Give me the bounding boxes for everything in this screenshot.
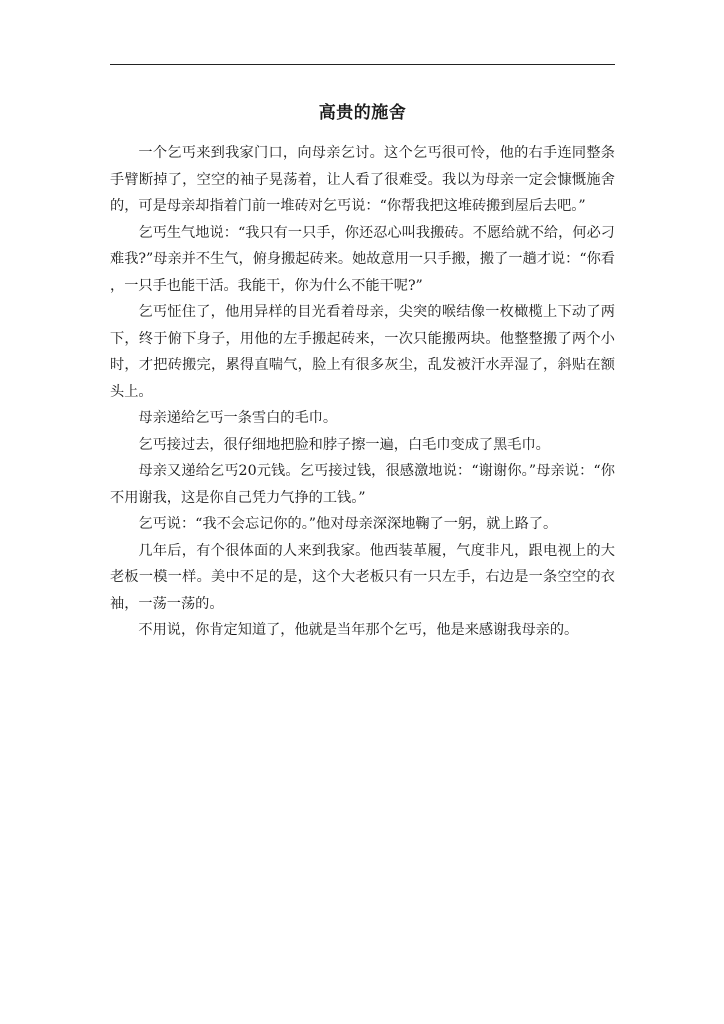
document-body	[110, 140, 615, 644]
paragraph-1: 一个乞丐来到我家门口，向母亲乞讨。这个乞丐很可怜，他的右手连同整条手臂断掉了，空空的袖子晃荡着，让人看了很难受。我以为母亲一定会慷慨施舍的，可是母亲却指着门前一堆砖对乞丐说：“你帮我把这堆砖搬到屋后去吧。”	[110, 145, 615, 214]
paragraph-6: 母亲又递给乞丐20元钱。乞丐接过钱，很感激地说：“谢谢你。”母亲说：“你不用谢我，这是你自己凭力气挣的工钱。”	[110, 463, 615, 506]
paragraph-5: 乞丐接过去，很仔细地把脸和脖子擦一遍，白毛巾变成了黑毛巾。	[138, 436, 550, 453]
paragraph-2: 乞丐生气地说：“我只有一只手，你还忍心叫我搬砖。不愿给就不给，何必刁难我?”母亲并不生气，俯身搬起砖来。她故意用一只手搬，搬了一趟才说：“你看，一只手也能干活。我能干，你为什么不能干呢?”	[110, 224, 615, 294]
paragraph-3: 乞丐怔住了，他用异样的目光看着母亲，尖突的喉结像一枚橄榄上下动了两下，终于俯下身子，用他的左手搬起砖来，一次只能搬两块。他整整搬了两个小时，才把砖搬完，累得直喘气，脸上有很多灰尘，乱发被汗水弄湿了，斜贴在额头上。	[110, 304, 615, 400]
paragraph-4: 母亲递给乞丐一条雪白的毛巾。	[138, 410, 338, 426]
paragraph-8: 几年后，有个很体面的人来到我家。他西装革履，气度非凡，跟电视上的大老板一模一样。美中不足的是，这个大老板只有一只左手，右边是一条空空的衣袖，一荡一荡的。	[110, 542, 615, 612]
header-rule	[110, 64, 615, 65]
paragraph-7: 乞丐说：“我不会忘记你的。”他对母亲深深地鞠了一躬，就上路了。	[138, 516, 558, 532]
document-title: 高贵的施舍	[318, 103, 407, 123]
paragraph-9: 不用说，你肯定知道了，他就是当年那个乞丐，他是来感谢我母亲的。	[138, 622, 579, 638]
